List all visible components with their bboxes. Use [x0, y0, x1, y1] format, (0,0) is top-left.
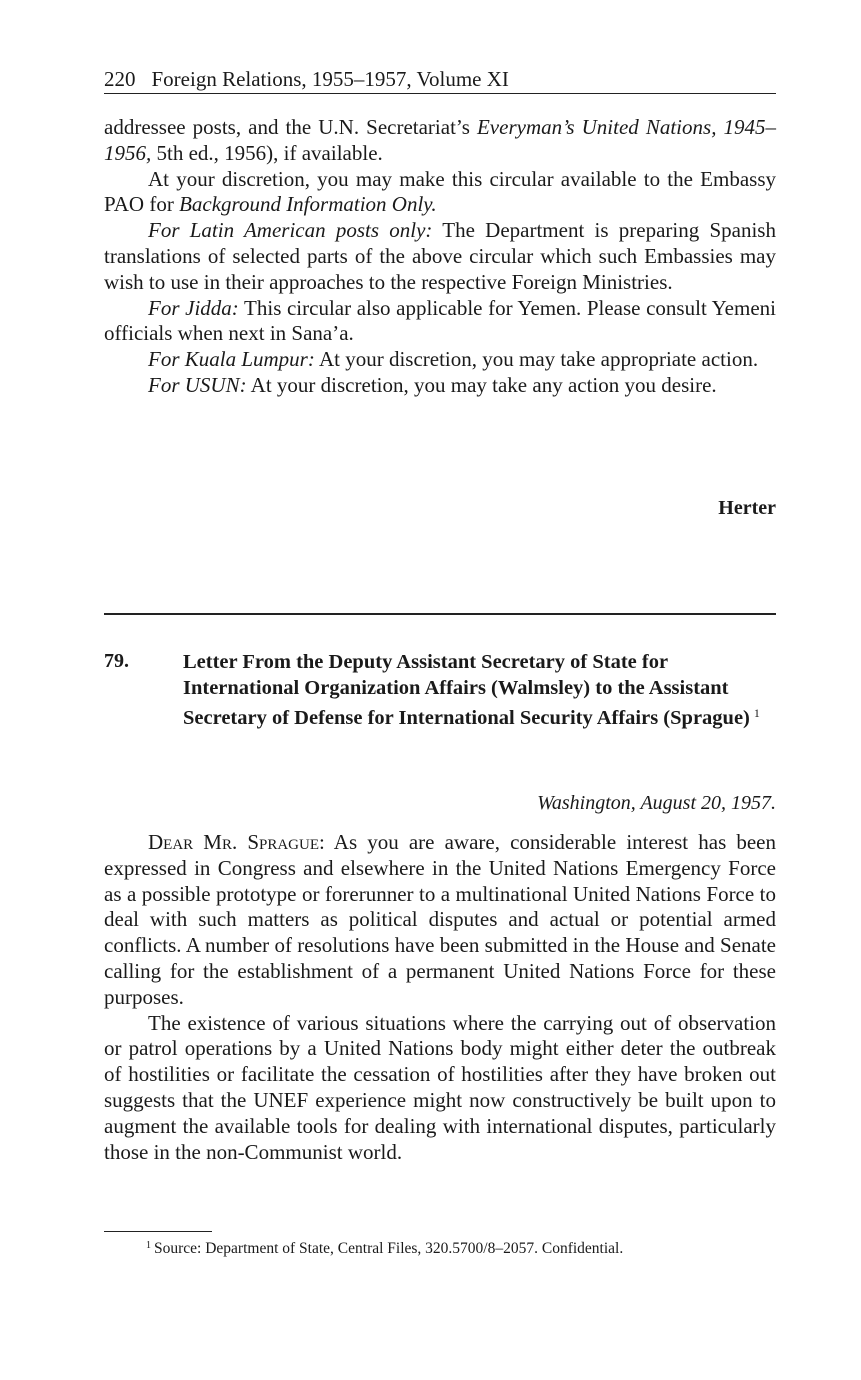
- paragraph: [104, 373, 776, 399]
- footnote-reference[interactable]: 1: [753, 706, 760, 721]
- document-number: 79.: [104, 650, 129, 672]
- post-label: For USUN:: [148, 372, 247, 397]
- running-header: [104, 66, 776, 94]
- text: addressee posts, and the U.N. Secretariat’s: [104, 115, 477, 139]
- document-title-text: Letter From the Deputy Assistant Secretary of State for International Organization Affairs (Walmsley) to the Assistant Secretary of Defense for International Security Affairs (Sprague): [183, 651, 750, 730]
- section-divider: [104, 613, 776, 615]
- continued-circular-text: [104, 115, 776, 399]
- text: This circular also applicable for Yemen. Please consult Yemeni officials when next in Sana’a.: [104, 295, 776, 346]
- footnote-marker: 1: [146, 1240, 151, 1251]
- post-label: For Kuala Lumpur:: [148, 347, 315, 372]
- text: At your discretion, you may make this circular available to the Embassy PAO for: [104, 166, 776, 217]
- footnote-divider: [104, 1231, 212, 1232]
- text: At your discretion, you may take any action you desire.: [246, 372, 717, 397]
- footnote: [146, 1240, 776, 1258]
- paragraph: The existence of various situations where the carrying out of observation or patrol operations by a United Nations body might either deter the outbreak of hostilities or facilitate the cessation of hostilities after they have broken out suggests that the UNEF experience might now constructively be built upon to augment the available tools for dealing with international disputes, particularly those in the non-Communist world.: [104, 1010, 776, 1164]
- paragraph: [104, 115, 776, 167]
- salutation: Dear Mr. Sprague:: [148, 830, 325, 854]
- dateline: Washington, August 20, 1957.: [537, 792, 776, 814]
- footnote-text: Source: Department of State, Central Files, 320.5700/8–2057. Confidential.: [154, 1240, 624, 1257]
- paragraph: [104, 347, 776, 373]
- italic-phrase: Background Information Only.: [179, 192, 437, 217]
- paragraph: [104, 218, 776, 295]
- post-label: For Jidda:: [148, 295, 239, 320]
- document-title: [183, 650, 776, 732]
- signature: Herter: [718, 497, 776, 519]
- paragraph: [104, 167, 776, 219]
- text: 5th ed., 1956), if available.: [151, 140, 383, 165]
- running-title: Foreign Relations, 1955–1957, Volume XI: [151, 67, 509, 91]
- paragraph: [104, 830, 776, 1011]
- text: At your discretion, you may take appropriate action.: [314, 347, 759, 372]
- text: As you are aware, considerable interest has been expressed in Congress and elsewhere in the United Nations Emergency Force as a possible prototype or forerunner to a multinational United Nations Force to deal with such matters as political disputes and actual or potential armed conflicts. A number of resolutions have been submitted in the House and Senate calling for the establishment of a permanent United Nations Force for these purposes.: [104, 830, 776, 1009]
- letter-body: [104, 830, 776, 1165]
- italic-title: Everyman’s United Nations, 1945–1956,: [104, 115, 776, 165]
- text: The Department is preparing Spanish translations of selected parts of the above circular which such Embassies may wish to use in their approaches to the respective Foreign Ministries.: [104, 218, 776, 294]
- post-label: For Latin American posts only:: [148, 218, 433, 243]
- page-number: 220: [104, 67, 136, 91]
- paragraph: [104, 296, 776, 348]
